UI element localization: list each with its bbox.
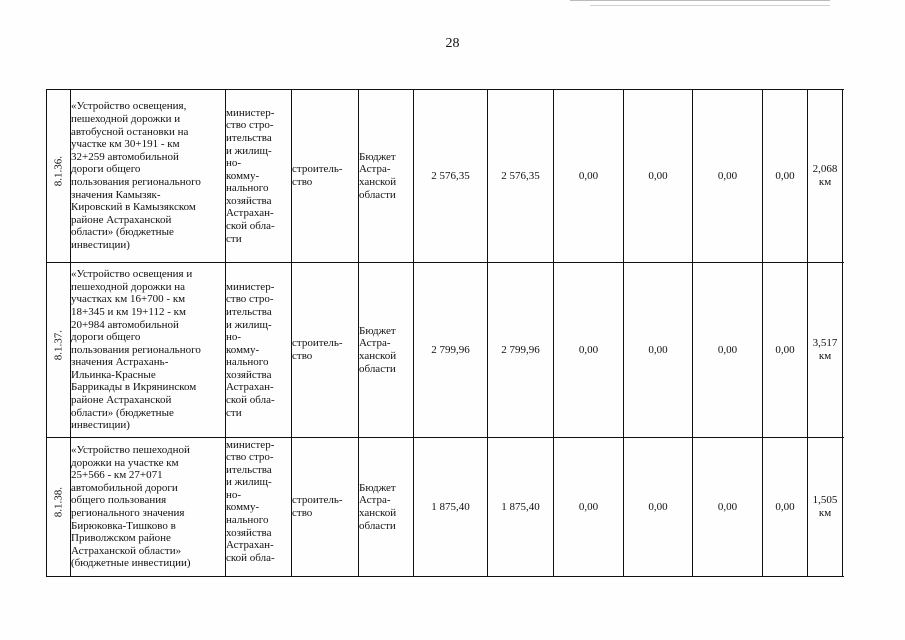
row-number: 8.1.36. (52, 155, 65, 186)
amount-cell-v3: 0,00 (554, 438, 624, 577)
text-line: нального (226, 514, 269, 527)
text-line: ительства (226, 131, 272, 144)
responsible-organization-cell (226, 438, 292, 577)
text-line: значения Камызяк- (71, 188, 161, 201)
text-line: ство стро- (226, 293, 274, 306)
text-line: но- (226, 488, 242, 501)
text-line: хозяйства (226, 526, 272, 539)
amount-cell-v4: 0,00 (624, 438, 693, 577)
amount-cell-v5: 0,00 (693, 90, 763, 263)
amount-cell-v6: 0,00 (763, 90, 808, 263)
text-line: ской обла- (226, 220, 275, 233)
text-line: Астраханской области» (71, 544, 182, 557)
text-line: 20+984 автомобильной (71, 318, 179, 331)
text-line: области (359, 188, 396, 201)
amount-cell-v3: 0,00 (554, 90, 624, 263)
text-line: но- (226, 331, 242, 344)
scan-edge-line (590, 5, 830, 6)
amount-cell-v2: 1 875,40 (488, 438, 554, 577)
text-line: пешеходной дорожки на (71, 280, 186, 293)
text-line: строитель- (292, 337, 343, 350)
text-line: Ильинка-Красные (71, 368, 156, 381)
object-description-cell (71, 90, 226, 263)
row-number: 8.1.37. (52, 329, 65, 360)
text-line: области» (бюджетные (71, 226, 174, 239)
text-line: 32+259 автомобильной (71, 150, 179, 163)
result-length-cell: 1,505 км (808, 438, 843, 577)
object-description-cell (71, 438, 226, 577)
text-line: Астра- (359, 163, 391, 176)
text-line: 18+345 и км 19+112 - км (71, 305, 186, 318)
program-table (46, 89, 843, 577)
text-line: регионального значения (71, 507, 185, 519)
amount-cell-v4: 0,00 (624, 90, 693, 263)
text-line: сти (226, 406, 242, 419)
text-line: Астрахан- (226, 207, 274, 220)
text-line: строитель- (292, 163, 343, 176)
text-line: области (359, 362, 396, 375)
text-line: хозяйства (226, 194, 272, 207)
row-number: 8.1.38. (52, 486, 65, 517)
text-line: министер- (226, 106, 275, 119)
text-line: общего пользования (71, 494, 167, 507)
text-line: ство (292, 350, 313, 362)
text-line: Баррикады в Икрянинском (71, 381, 197, 394)
amount-cell-v5: 0,00 (693, 263, 763, 438)
responsible-organization-cell (226, 263, 292, 438)
funding-source-cell (359, 438, 414, 577)
text-line: Бирюковка-Тишково в (71, 519, 176, 532)
amount-cell-v5: 0,00 (693, 438, 763, 577)
text-line: ство стро- (226, 451, 274, 464)
text-line: автобусной остановки на (71, 125, 189, 138)
text-line: Астра- (359, 337, 391, 350)
text-line: Кировский в Камызякском (71, 201, 196, 214)
amount-cell-v3: 0,00 (554, 263, 624, 438)
text-line: «Устройство освещения и (71, 268, 193, 281)
result-length-cell: 2,068 км (808, 90, 843, 263)
amount-cell-v2: 2 799,96 (488, 263, 554, 438)
table-row (47, 90, 843, 263)
text-line: но- (226, 157, 242, 170)
text-line: районе Астраханской (71, 213, 172, 226)
text-line: хозяйства (226, 368, 272, 381)
text-line: дороги общего (71, 163, 141, 176)
text-line: «Устройство пешеходной (71, 444, 190, 457)
text-line: министер- (226, 438, 275, 451)
text-line: и жилищ- (226, 318, 272, 331)
text-line: дороги общего (71, 331, 141, 344)
text-line: участках км 16+700 - км (71, 293, 186, 306)
text-line: пользования регионального (71, 343, 201, 356)
result-length-cell: 3,517 км (808, 263, 843, 438)
funding-source-cell (359, 90, 414, 263)
text-line: области» (бюджетные (71, 406, 174, 419)
table-row (47, 263, 843, 438)
table-row (47, 438, 843, 577)
responsible-organization-cell (226, 90, 292, 263)
text-line: Бюджет (359, 324, 396, 337)
text-line: районе Астраханской (71, 394, 172, 407)
row-number-cell (47, 263, 71, 438)
text-line: нального (226, 182, 269, 195)
text-line: области (359, 519, 396, 532)
text-line: значения Астрахань- (71, 356, 169, 369)
text-line: ской обла- (226, 551, 275, 564)
text-line: ханской (359, 350, 397, 362)
amount-cell-v1: 2 576,35 (414, 90, 488, 263)
text-line: ханской (359, 176, 397, 188)
text-line: Бюджет (359, 481, 396, 494)
text-line: и жилищ- (226, 476, 272, 489)
text-line: автомобильной дороги (71, 481, 178, 494)
sector-cell (292, 263, 359, 438)
text-line: ство (292, 507, 313, 519)
text-line: Бюджет (359, 150, 396, 163)
text-line: Астрахан- (226, 381, 274, 394)
sector-cell (292, 438, 359, 577)
amount-cell-v6: 0,00 (763, 438, 808, 577)
text-line: Астрахан- (226, 539, 274, 552)
text-line: ительства (226, 305, 272, 318)
text-line: комму- (226, 169, 260, 182)
amount-cell-v2: 2 576,35 (488, 90, 554, 263)
text-line: «Устройство освещения, (71, 100, 187, 113)
amount-cell-v1: 2 799,96 (414, 263, 488, 438)
text-line: строитель- (292, 494, 343, 507)
text-line: инвестиции) (71, 419, 130, 432)
funding-source-cell (359, 263, 414, 438)
amount-cell-v4: 0,00 (624, 263, 693, 438)
object-description-cell (71, 263, 226, 438)
text-line: ительства (226, 463, 272, 476)
text-line: министер- (226, 280, 275, 293)
amount-cell-v1: 1 875,40 (414, 438, 488, 577)
text-line: ханской (359, 507, 397, 519)
text-line: нального (226, 356, 269, 369)
text-line: пешеходной дорожки и (71, 113, 181, 126)
text-line: комму- (226, 343, 260, 356)
text-line: и жилищ- (226, 144, 272, 157)
row-number-cell (47, 438, 71, 577)
text-line: 25+566 - км 27+071 (71, 469, 163, 482)
text-line: участке км 30+191 - км (71, 138, 180, 151)
text-line: (бюджетные инвестиции) (71, 557, 191, 570)
text-line: комму- (226, 501, 260, 514)
text-line: пользования регионального (71, 176, 201, 188)
text-line: инвестиции) (71, 238, 130, 251)
text-line: ство (292, 176, 313, 188)
scan-edge-line (570, 0, 830, 1)
sector-cell (292, 90, 359, 263)
text-line: Приволжском районе (71, 532, 171, 545)
text-line: дорожки на участке км (71, 456, 179, 469)
text-line: сти (226, 232, 242, 245)
amount-cell-v6: 0,00 (763, 263, 808, 438)
page-number: 28 (445, 36, 460, 51)
row-number-cell (47, 90, 71, 263)
text-line: Астра- (359, 494, 391, 507)
text-line: ской обла- (226, 394, 275, 407)
text-line: ство стро- (226, 119, 274, 132)
